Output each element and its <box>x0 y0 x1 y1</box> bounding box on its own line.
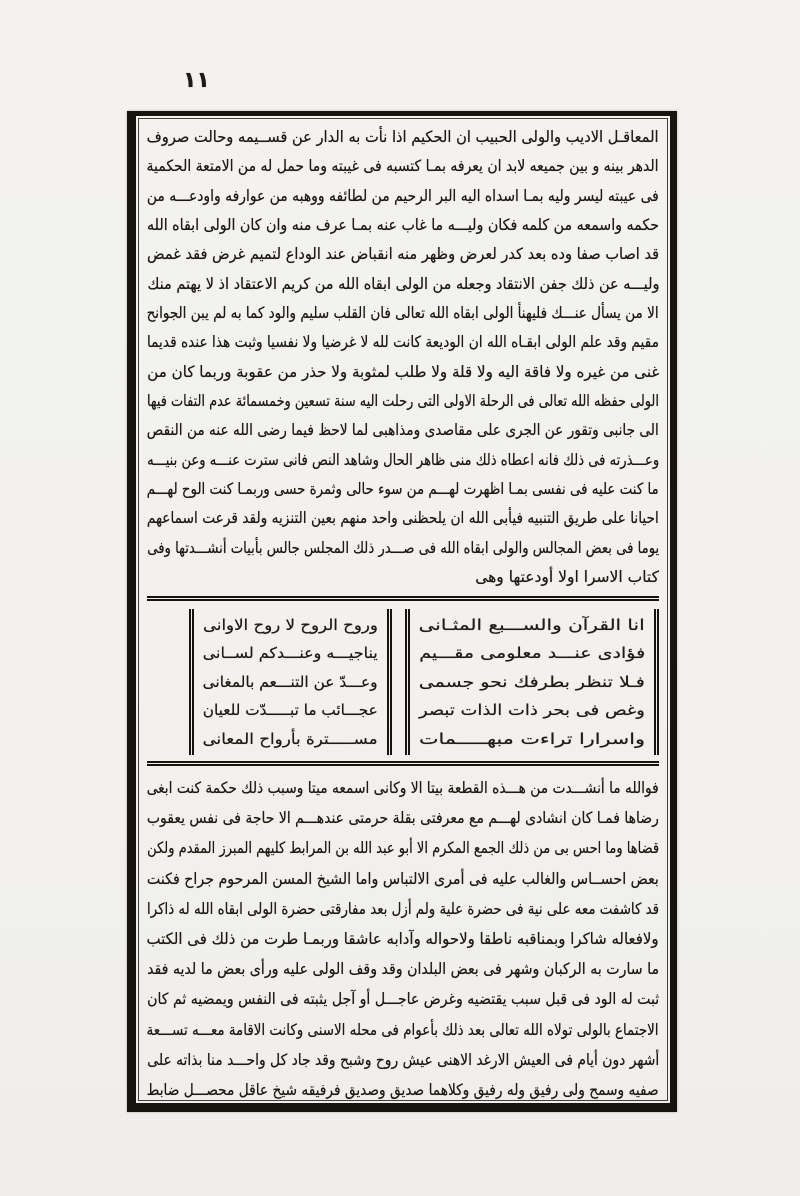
text-line-text: ما سارت به الركبان وشهر فى بعض البلدان وقد وقف الولى عليه ورأى بعض ما لديه فقد <box>147 960 659 979</box>
text-line-text: الدهر بينه و بين جميعه لابد ان يعرفه بمـا كتسبه فى غيبته وما حمل له من الامتعة الحكمية <box>147 157 659 176</box>
text-line-text: وعـــذرته فى ذلك فانه اعطاه ذلك منى ظاهر الحال وشاهد النص فانى سترت عنـــه وعن بنيـــه <box>147 450 659 469</box>
text-line <box>147 270 659 299</box>
text-line-text: ولافعاله شاكرا وبمناقبه ناطقا ولاحواله وآدابه عاشقا وربمـا طرت من ذلك فى الكتب <box>147 929 659 948</box>
text-line <box>147 152 659 181</box>
upper-prose-block <box>147 123 659 593</box>
text-line-text: قد اصاب صفا وده بعد كدر لعرض وظهر منه انقباض عند الوداع لتميم غرض فقد غمض <box>147 245 659 264</box>
text-line-text: انا القرآن والســـبع المثـانى <box>419 615 645 634</box>
text-line <box>147 358 659 387</box>
text-line-text: فؤادى عنـــد معلومى مقـــيم <box>419 644 645 662</box>
text-line-text: يناجيـــه وعنـــدكم لســانى <box>203 644 378 662</box>
text-line-text: مقيم وقد علم الولى ابقـاه الله ان الوديعة كانت لله لا غرضيا ولا نفسيا وثبت هذا عنده قديما <box>147 333 659 352</box>
text-line <box>147 894 659 924</box>
text-line <box>147 833 659 863</box>
text-line <box>147 240 659 269</box>
page-number: ١١ <box>183 68 210 93</box>
text-line <box>147 387 659 416</box>
poem-column-second-hemistichs <box>189 609 392 756</box>
lower-prose-block <box>147 773 659 1105</box>
text-line <box>147 328 659 357</box>
text-line <box>203 611 378 640</box>
text-line <box>147 1015 659 1045</box>
text-line-text: قضاها وما احس بى من ذلك الجمع المكرم الا أبو عبد الله بن المرابط كليهم المبرز المقدم ولكن <box>147 839 659 858</box>
text-line <box>147 773 659 803</box>
text-line-text: ما كنت عليه فى نفسى بمـا اظهرت لهـــم من سوء حالى وثمرة حسى وربمـا كنت الوح لهـــم <box>147 480 659 499</box>
page-content <box>136 116 670 1103</box>
text-line-text: الاجتماع بالولى تولاه الله تعالى بعد ذلك بأعوام فى محله الاسنى وكانت الاقامة معـــه تســـعة <box>147 1020 659 1039</box>
text-line <box>147 182 659 211</box>
text-line-text: كتاب الاسرا اولا أودعتها وهى <box>475 568 659 587</box>
text-line <box>147 416 659 445</box>
text-line <box>147 563 659 592</box>
text-line <box>147 954 659 984</box>
text-line-text: رضاها فمـا كان انشادى لهـــم مع معرفتى بقلة حرمتى عندهـــم الا حاجة فى نفس يعقوب <box>147 809 659 828</box>
text-line <box>147 803 659 833</box>
text-line <box>147 924 659 954</box>
text-frame-border <box>127 111 677 1112</box>
text-line <box>147 446 659 475</box>
text-line-text: يوما فى بعض المجالس والولى ابقاه الله فى صـــدر ذلك المجلس جالس بأبيات أنشـــدتها وفى <box>147 538 659 557</box>
text-line <box>147 1045 659 1075</box>
text-line-text: واسرارا تراءت مبهـــــمات <box>419 729 645 748</box>
text-line-text: مســـــترة بأرواح المعانى <box>203 729 378 748</box>
text-line-text: غنى من غيره ولا فاقة اليه ولا قلة ولا طلب لمثوبة ولا حذر من عقوبة وربما كان من <box>147 362 659 381</box>
text-line <box>419 668 645 697</box>
text-line-text: أشهر دون أيام فى العيش الارغد الاهنى عيش روح وشبح وقد جاد كل واحـــد منا بذاته على <box>147 1050 659 1069</box>
text-line-text: وروح الروح لا روح الاوانى <box>203 615 378 634</box>
text-line <box>203 668 378 697</box>
text-line-text: وعـــدّ عن التنـــعم بالمغانى <box>202 672 378 691</box>
text-line <box>419 639 645 668</box>
text-line <box>147 211 659 240</box>
text-line <box>147 864 659 894</box>
text-line-text: فى عيبته ليسر وليه بمـا اسداه اليه البر الرحيم من لطائفه ووهبه من عوارفه واودعـــه من <box>147 186 659 205</box>
text-line <box>147 984 659 1014</box>
text-line-text: ثبت له الود فى قبل سبب يقتضيه وغرض عاجـــل أو آجل يثبته فى النفس ويمضيه ثم كان <box>147 990 659 1009</box>
text-line <box>419 611 645 640</box>
text-line-text: عجـــائب ما تبـــــدّت للعيان <box>203 701 378 719</box>
text-line-text: صفيه وسمح ولى رفيق وله رفيق وكلاهما صديق وصديق فرفيقه شيخ عاقل محصـــل ضابط <box>147 1080 659 1099</box>
text-line <box>419 696 645 725</box>
text-line <box>147 504 659 533</box>
poem-section <box>147 596 659 767</box>
text-line-text: الى جانبى وتقور عن الجرى على مقاصدى ومذاهبى لما لاحظ فيما رضى الله عنه من النقص <box>147 421 659 440</box>
text-line <box>203 725 378 754</box>
text-line <box>147 123 659 152</box>
text-line <box>147 475 659 504</box>
text-line-text: حكمه واسمعه من كلمه فكان وليـــه ما غاب عنه بمـا عرف منه وان كان الولى ابقاه الله <box>147 216 659 235</box>
text-line-text: الولى حفظه الله تعالى فى الرحلة الاولى التى رحلت اليه سنة تسعين وخمسمائة عدم التفات فيها <box>147 392 659 411</box>
text-line-text: فـلا تنظر بطرفك نحو جسمى <box>419 672 645 691</box>
text-line <box>419 725 645 754</box>
text-line-text: احيانا على طريق التنبيه فيأبى الله ان يلحظنى واحد منهم بعين التنزيه ولقد قرعت اسماعهم <box>147 509 659 528</box>
text-line-text: بعض احســاس والغالب عليه فى أمرى الالتباس واما الشيخ المسن المرحوم جراح فكنت <box>147 869 659 888</box>
text-line <box>203 639 378 668</box>
text-line-text: وغص فى بحر ذات الذات تبصر <box>419 701 645 719</box>
text-line-text: الا من يسأل عنـــك فليهنأ الولى ابقاه الله تعالى فان القلب سليم والود كما به لم يبن الجوانح <box>147 304 659 323</box>
text-line-text: المعاقـل الاديب والولى الحبيب ان الحكيم اذا نأت به الدار عن قســيمه وحالت صروف <box>147 128 659 146</box>
text-line <box>147 534 659 563</box>
text-line-text: قد كاشفت معه على نية فى حضرة علية ولم أزل بعد مفارقتى حضرة الولى ابقاه الله له ذاكرا <box>147 899 659 918</box>
poem-column-first-hemistichs <box>405 609 659 756</box>
text-line-text: وليـــه عن ذلك جفن الانتقاد وجعله من الولى ابقاه الله من كريم الاعتقاد اذ لا يهتم منك <box>147 274 659 293</box>
text-line <box>203 696 378 725</box>
text-line-text: فوالله ما أنشـــدت من هـــذه القطعة بيتا الا وكانى اسمعه ميتا وسبب ذلك حكمة كنت ابغى <box>147 779 659 797</box>
text-line <box>147 1075 659 1105</box>
text-line <box>147 299 659 328</box>
